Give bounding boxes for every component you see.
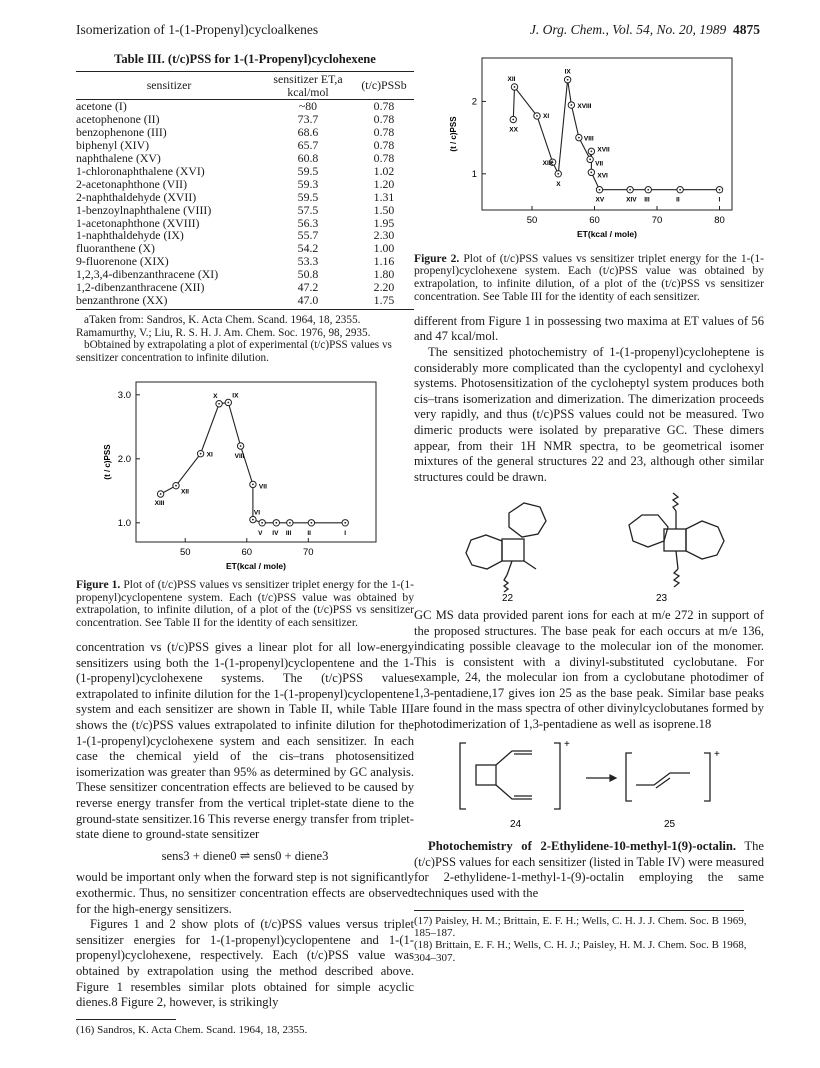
- sensitizer-cell: 1-naphthaldehyde (IX): [76, 228, 184, 243]
- footnote-18: (18) Brittain, E. F. H.; Wells, C. H. J.; Paisley, H. M. J. Chem. Soc. B 1968, 304–307.: [414, 939, 747, 964]
- energy-cell: 73.7: [297, 112, 319, 127]
- point-label: XVIII: [577, 103, 592, 111]
- energy-cell: 47.0: [262, 294, 354, 309]
- energy-cell: 59.5: [297, 189, 319, 204]
- sensitizer-cell: benzanthrone (XX): [76, 294, 262, 309]
- energy-cell: 68.6: [297, 125, 319, 140]
- point-label: III: [285, 530, 292, 538]
- energy-cell: ~80: [298, 99, 318, 114]
- sensitizer-cell: 2-naphthaldehyde (XVII): [76, 189, 197, 204]
- data-point-center: [261, 522, 263, 524]
- ratio-cell: 1.80: [373, 267, 395, 282]
- data-point-center: [227, 402, 229, 404]
- sensitizer-cell: 9-fluorenone (XIX): [76, 254, 169, 269]
- data-point-center: [578, 137, 580, 139]
- energy-cell: 53.3: [297, 254, 319, 269]
- table-iii: [76, 71, 414, 310]
- point-label: XII: [181, 488, 189, 496]
- point-label: XII: [507, 75, 516, 83]
- ratio-cell: 1.75: [354, 294, 414, 309]
- left-paragraph-2: would be important only when the forward step is not significantly exothermic. Thus, no sensitizer concentration effects are observed for the high-energy sensitizers.: [76, 870, 414, 916]
- cycloheptene-ring-left-23: [629, 515, 668, 547]
- figure-2-caption: [414, 253, 764, 304]
- x-tick-label: 50: [179, 547, 191, 559]
- table-col-header: sensitizer: [76, 71, 262, 100]
- journal-citation: J. Org. Chem., Vol. 54, No. 20, 1989: [529, 22, 727, 37]
- bracket-right-25: [704, 753, 710, 801]
- ratio-cell: 0.78: [373, 125, 395, 140]
- right-paragraph-1: different from Figure 1 in possessing two maxima at ET values of 56 and 47 kcal/mol.: [414, 313, 764, 344]
- running-header-journal: [530, 22, 760, 38]
- energy-cell: 59.3: [297, 176, 319, 191]
- point-label: XV: [595, 196, 605, 204]
- ratio-cell: 0.78: [373, 99, 395, 114]
- data-point-center: [512, 119, 514, 121]
- cyclobutane-ring-23: [664, 529, 686, 551]
- x-tick-label: 70: [651, 215, 663, 226]
- table-row: [76, 100, 414, 113]
- point-label: VIII: [234, 453, 245, 461]
- point-label: II: [676, 196, 680, 204]
- propenyl-bond: [507, 561, 512, 575]
- data-point-center: [719, 189, 721, 191]
- data-point-center: [275, 522, 277, 524]
- energy-cell: 56.3: [297, 215, 319, 230]
- data-point-center: [200, 453, 202, 455]
- point-label: XVII: [597, 146, 610, 154]
- structure-22-label: 22: [502, 593, 514, 604]
- footnote-rule: [76, 1019, 176, 1020]
- y-tick-label: 2.0: [117, 454, 131, 466]
- methyl-bond: [524, 561, 536, 569]
- structures-22-23: [414, 485, 764, 603]
- structure-23-label: 23: [656, 593, 668, 604]
- data-point-center: [240, 445, 242, 447]
- energy-cell: 65.7: [297, 138, 319, 153]
- point-label: IX: [564, 68, 571, 76]
- ratio-cell: 1.31: [373, 189, 395, 204]
- left-column: [76, 52, 414, 1036]
- sensitizer-cell: 2-acetonaphthone (VII): [76, 176, 188, 191]
- figure-1-caption: [76, 579, 414, 630]
- point-label: I: [718, 196, 721, 204]
- table-row: [76, 204, 414, 217]
- table-row: [76, 178, 414, 191]
- figure-1-label: Figure 1.: [76, 577, 121, 591]
- point-label: XX: [509, 126, 518, 134]
- sensitizer-cell: naphthalene (XV): [76, 151, 161, 166]
- figure-2-label: Figure 2.: [414, 251, 460, 265]
- y-tick-label: 2: [471, 96, 477, 108]
- figure-1: [76, 374, 414, 630]
- point-label: VII: [595, 160, 604, 168]
- arrow: [586, 775, 616, 781]
- point-label: I: [344, 530, 347, 538]
- data-point-center: [557, 173, 559, 175]
- energy-cell: 57.5: [297, 202, 319, 217]
- x-tick-label: 50: [526, 215, 538, 226]
- x-tick-label: 80: [714, 215, 725, 226]
- structure-24-label: 24: [510, 818, 522, 829]
- ratio-cell: 2.20: [373, 280, 395, 295]
- data-point-center: [589, 158, 591, 160]
- data-point-center: [590, 171, 592, 173]
- table-row: [76, 165, 414, 178]
- cycloheptene-ring-right-23: [686, 521, 724, 559]
- table-col-header: sensitizer ET,a kcal/mol: [262, 71, 354, 100]
- point-label: XIV: [626, 196, 637, 204]
- right-paragraph-4: [414, 839, 764, 901]
- energy-cell: 59.5: [297, 163, 319, 178]
- wavy-bond: [504, 575, 508, 592]
- point-label: X: [213, 393, 218, 401]
- point-label: V: [258, 530, 263, 538]
- point-label: VIII: [583, 135, 594, 143]
- cyclobutane-24: [476, 765, 496, 785]
- point-label: III: [644, 196, 650, 204]
- data-point-center: [252, 484, 254, 486]
- charge-24: +: [564, 738, 570, 750]
- ratio-cell: 1.95: [373, 215, 395, 230]
- data-point-center: [289, 522, 291, 524]
- y-tick-label: 1: [471, 168, 477, 180]
- x-tick-label: 60: [589, 215, 600, 226]
- x-tick-label: 60: [241, 547, 253, 559]
- energy-cell: 50.8: [297, 267, 319, 282]
- section-heading: Photochemistry of 2-Ethylidene-10-methyl-1(9)-octalin.: [428, 839, 736, 854]
- right-paragraph-2: The sensitized photochemistry of 1-(1-propenyl)cycloheptene is considerably more complicated than the cyclopentyl and cyclohexyl systems. Photosensitization of the cycloheptyl system produces both cis–trans isomerization and dimerization. The dimerization proceeds very rapidly, and thus (t/c)PSS values could not be measured. Two dimeric products were isolated by preparative GC. These dimers appear, from their 1H NMR spectra, to be geometrical isomer mixtures of the general structures 22 and 23, although other similar structures could be drawn.: [414, 344, 764, 484]
- sensitizer-cell: 1-acetonaphthone (XVIII): [76, 215, 200, 230]
- data-point-center: [536, 115, 538, 117]
- data-curve: [513, 80, 719, 190]
- sensitizer-cell: acetone (I): [76, 99, 127, 114]
- table-col-header: (t/c)PSSb: [354, 71, 414, 100]
- bracket-right-24: [554, 743, 560, 809]
- data-point-center: [344, 522, 346, 524]
- data-point-center: [252, 519, 254, 521]
- ratio-cell: 1.20: [373, 176, 395, 191]
- table-row: [76, 191, 414, 204]
- footnote-rule-right: [414, 910, 744, 911]
- data-curve: [161, 403, 346, 523]
- energy-cell: 55.7: [297, 228, 319, 243]
- energy-cell: 60.8: [297, 151, 319, 166]
- data-point-center: [590, 150, 592, 152]
- data-point-center: [218, 403, 220, 405]
- figure-2: [414, 52, 764, 304]
- ratio-cell: 1.00: [373, 241, 395, 256]
- data-point-center: [599, 189, 601, 191]
- point-label: VI: [253, 509, 261, 517]
- point-label: VII: [258, 483, 267, 491]
- point-label: IX: [232, 392, 239, 400]
- axes-box: [482, 58, 732, 210]
- point-label: XI: [206, 451, 213, 459]
- propenyl-bond-down: [676, 551, 678, 569]
- structure-25: [626, 753, 710, 801]
- energy-cell: 54.2: [297, 241, 319, 256]
- x-axis-label: ET(kcal / mole): [226, 561, 286, 572]
- right-paragraph-3: GC MS data provided parent ions for each at m/e 272 in support of the proposed structures. The base peak for each occurs at m/e 136, indicating possible cleavage to the molecular ion of the monomer. This is consistent with a divinyl-substituted cyclobutane. For example, 24, the molecular ion from a cyclobutane photodimer of 1,3-pentadiene,17 gives ion 25 as the base peak. Similar base peaks are found in the mass spectra of other divinylcyclobutanes formed by photodimerization of 1,3-pentadiene as well as isoprene.18: [414, 607, 764, 732]
- sensitizer-cell: biphenyl (XIV): [76, 138, 150, 153]
- figure-1-plot: [76, 374, 414, 574]
- figure-2-caption-text: Plot of (t/c)PSS values vs sensitizer triplet energy for the 1-(1-propenyl)cyclohexene system. Each (t/c)PSS value was obtained by extrapolation, to infinite dilution, of a plot of the (t/c)PSS vs sensitizer concentration. See Table III for the identity of each sensitizer.: [414, 251, 764, 303]
- y-tick-label: 1.0: [117, 518, 131, 530]
- table-title: Table III. (t/c)PSS for 1-(1-Propenyl)cyclohexene: [114, 52, 376, 66]
- table-row: [76, 294, 414, 309]
- table-body: [76, 100, 414, 310]
- point-label: IV: [272, 530, 279, 538]
- data-point-center: [629, 189, 631, 191]
- ratio-cell: 1.50: [373, 202, 395, 217]
- sensitizer-cell: 1,2,3,4-dibenzanthracene (XI): [76, 267, 219, 282]
- point-label: X: [556, 180, 561, 188]
- data-point-center: [570, 104, 572, 106]
- page-number: 4875: [733, 22, 760, 37]
- structure-22: [466, 503, 546, 592]
- data-point-center: [310, 522, 312, 524]
- ratio-cell: 1.02: [373, 163, 395, 178]
- plot-frame: [103, 382, 376, 571]
- figure-2-plot: [414, 52, 764, 248]
- table-footnote-b: bObtained by extrapolating a plot of experimental (t/c)PSS values vs sensitizer concentration to infinite dilution.: [76, 339, 392, 364]
- vinyl-top: [496, 751, 532, 765]
- sensitizer-cell: acetophenone (II): [76, 112, 160, 127]
- data-point-center: [160, 493, 162, 495]
- structure-23: [629, 493, 724, 587]
- data-point-center: [175, 485, 177, 487]
- data-point-center: [647, 189, 649, 191]
- data-point-center: [679, 189, 681, 191]
- point-label: XIX: [542, 160, 554, 168]
- sensitizer-cell: 1-chloronaphthalene (XVI): [76, 163, 205, 178]
- structure-25-label: 25: [664, 818, 676, 829]
- cyclobutane-ring: [502, 539, 524, 561]
- data-point-center: [567, 79, 569, 81]
- equation: sens3 + diene0 ⇌ sens0 + diene3: [161, 848, 329, 863]
- bracket-left-24: [460, 743, 466, 809]
- left-paragraph-1: concentration vs (t/c)PSS gives a linear plot for all low-energy sensitizers using both the 1-(1-propenyl)cyclopentene and the 1-(1-propenyl)cyclohexene systems. The (t/c)PSS values extrapolated to infinite dilution for the 1-(1-propenyl)cyclopentene system and each sensitizer are shown in Table II, while Table III shows the (t/c)PSS values extrapolated to infinite dilution for the 1-(1-propenyl)cyclohexene system and each sensitizer. In each case the chemical yield of the cis–trans photosensitized isomerization was greater than 95% as determined by GC analysis. These sensitizer concentration effects are believed to be caused by reverse energy transfer from the vertical triplet-state diene to the ground-state sensitizer.16 This reverse energy transfer from triplet-state diene to ground-state sensitizer: [76, 640, 414, 842]
- y-axis-label: (t / c)PSS: [103, 444, 112, 480]
- point-label: XI: [543, 112, 550, 120]
- sensitizer-cell: fluoranthene (X): [76, 241, 155, 256]
- y-tick-label: 3.0: [117, 390, 131, 402]
- cycloheptene-ring-left: [466, 535, 502, 569]
- sensitizer-cell: 1-benzoylnaphthalene (VIII): [76, 202, 212, 217]
- ratio-cell: 0.78: [373, 112, 395, 127]
- structures-24-25: [414, 733, 764, 829]
- vinyl-bottom: [496, 785, 532, 799]
- point-label: XIII: [154, 500, 165, 508]
- y-axis-label: (t / c)PSS: [449, 116, 458, 152]
- ratio-cell: 0.78: [373, 138, 395, 153]
- x-tick-label: 70: [303, 547, 314, 559]
- charge-25: +: [714, 748, 720, 760]
- table-header-row: [76, 71, 414, 100]
- table-footnote-a: aTaken from: Sandros, K. Acta Chem. Scand. 1964, 18, 2355. Ramamurthy, V.; Liu, R. S. H. J. Am. Chem. Soc. 1976, 98, 2935.: [76, 313, 371, 339]
- footnote-16: (16) Sandros, K. Acta Chem. Scand. 1964, 18, 2355.: [76, 1023, 308, 1036]
- footnote-17: (17) Paisley, H. M.; Brittain, E. F. H.; Wells, C. H. J. J. Chem. Soc. B 1969, 185–187.: [414, 914, 747, 940]
- ratio-cell: 1.16: [373, 254, 395, 269]
- table-row: [76, 152, 414, 165]
- data-point-center: [514, 86, 516, 88]
- point-label: II: [307, 530, 312, 538]
- running-header-title: Isomerization of 1-(1-Propenyl)cycloalkenes: [76, 22, 319, 37]
- figure-1-caption-text: Plot of (t/c)PSS values vs sensitizer triplet energy for the 1-(1-propenyl)cyclopentene system. Each (t/c)PSS value was obtained by extrapolation, to infinite dilution, of a plot of the (t/c)PSS vs sensitizer concentration. See Table II for the identity of each sensitizer.: [76, 577, 414, 630]
- ratio-cell: 0.78: [373, 151, 395, 166]
- sensitizer-cell: benzophenone (III): [76, 125, 167, 140]
- left-paragraph-3: Figures 1 and 2 show plots of (t/c)PSS values versus triplet sensitizer energies for 1-(1-propenyl)cyclopentene and 1-(1-propenyl)cyclohexene, respectively. Each (t/c)PSS value was obtained by extrapolation using the method described above. Figure 1 resembles similar plots obtained for simple acyclic dienes.8 Figure 2, however, is strikingly: [76, 917, 414, 1010]
- wavy-bond-down: [674, 569, 679, 587]
- section-text: The (t/c)PSS values for each sensitizer (listed in Table IV) were measured for 2-ethylidene-1-methyl-1-(9)-octalin employing the same techniques used with the: [414, 839, 765, 901]
- sensitizer-cell: 1,2-dibenzanthracene (XII): [76, 280, 205, 295]
- bracket-left-25: [626, 753, 632, 801]
- structure-24: [460, 743, 560, 809]
- point-label: XVI: [597, 172, 608, 180]
- ratio-cell: 2.30: [373, 228, 395, 243]
- x-axis-label: ET(kcal / mole): [577, 229, 637, 239]
- energy-cell: 47.2: [297, 280, 319, 295]
- right-column: [414, 52, 764, 964]
- wavy-bond-up: [673, 493, 678, 511]
- diene-double: [656, 778, 670, 788]
- cycloheptene-ring-top: [509, 503, 546, 537]
